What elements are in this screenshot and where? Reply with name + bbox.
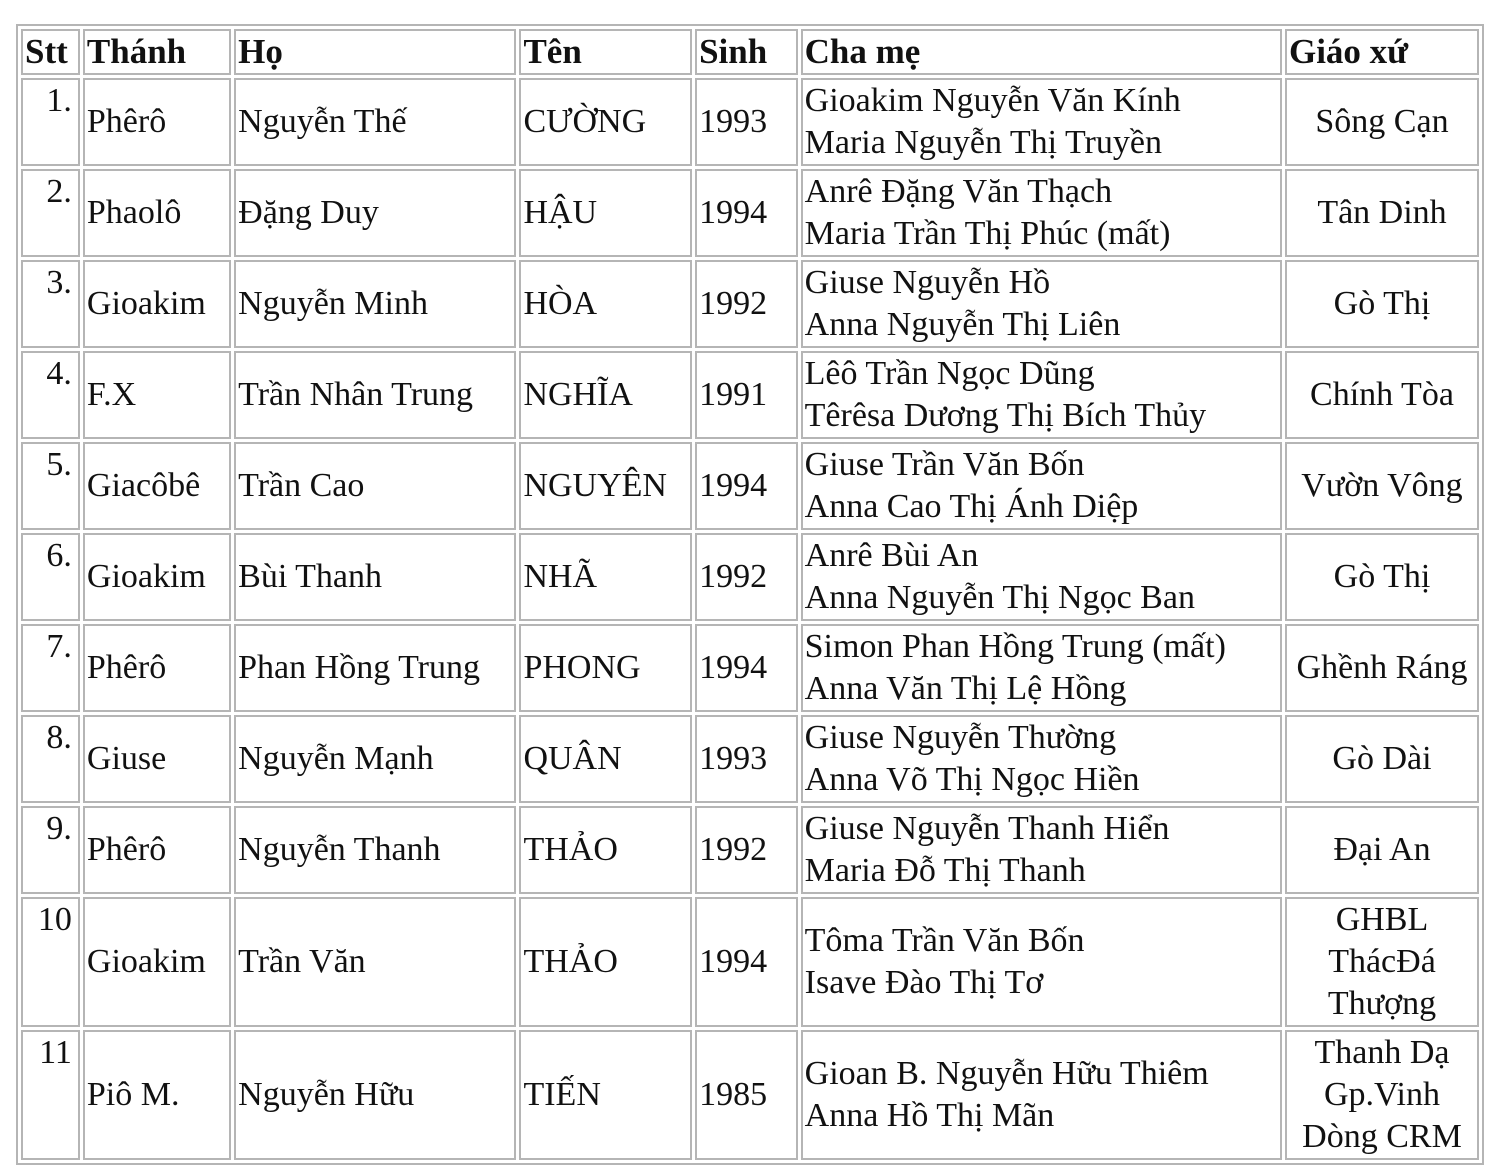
cell-family-name: Nguyễn Mạnh <box>234 715 516 803</box>
cell-birth-year: 1994 <box>695 624 798 712</box>
table-row <box>21 351 1479 439</box>
parish-line: ThácĐá <box>1328 943 1436 980</box>
cell-birth-year: 1994 <box>695 169 798 257</box>
father-name: Gioakim Nguyễn Văn Kính <box>804 82 1181 119</box>
mother-name: Anna Nguyễn Thị Ngọc Ban <box>804 579 1195 616</box>
table-row <box>21 78 1479 166</box>
cell-given-name: HẬU <box>519 169 692 257</box>
table-body <box>21 78 1479 1160</box>
father-name: Gioan B. Nguyễn Hữu Thiêm <box>804 1055 1209 1092</box>
parish-line: Gò Thị <box>1333 285 1431 322</box>
header-family-name: Họ <box>234 29 516 75</box>
header-given-name: Tên <box>519 29 692 75</box>
cell-family-name: Trần Cao <box>234 442 516 530</box>
mother-name: Anna Cao Thị Ánh Diệp <box>804 488 1139 525</box>
parish-line: Thanh Dạ <box>1314 1034 1450 1071</box>
table-row <box>21 169 1479 257</box>
cell-birth-year: 1994 <box>695 442 798 530</box>
mother-name: Isave Đào Thị Tơ <box>804 964 1044 1001</box>
father-name: Anrê Đặng Văn Thạch <box>804 173 1113 210</box>
cell-parents <box>801 442 1282 530</box>
parish-line: GHBL <box>1335 901 1429 938</box>
parish-line: Gò Thị <box>1333 558 1431 595</box>
mother-name: Maria Nguyễn Thị Truyền <box>804 124 1162 161</box>
cell-given-name: NGUYÊN <box>519 442 692 530</box>
mother-name: Maria Trần Thị Phúc (mất) <box>804 215 1171 252</box>
cell-stt: 5. <box>21 442 80 530</box>
cell-parish <box>1285 1030 1479 1160</box>
cell-birth-year: 1993 <box>695 78 798 166</box>
cell-parents <box>801 624 1282 712</box>
cell-saint-name: Giacôbê <box>83 442 231 530</box>
cell-parents <box>801 351 1282 439</box>
cell-parish <box>1285 351 1479 439</box>
father-name: Giuse Nguyễn Thường <box>804 719 1117 756</box>
table-row <box>21 897 1479 1027</box>
cell-saint-name: Piô M. <box>83 1030 231 1160</box>
cell-parish <box>1285 897 1479 1027</box>
cell-parents <box>801 1030 1282 1160</box>
cell-given-name: THẢO <box>519 806 692 894</box>
table-row <box>21 442 1479 530</box>
table-row <box>21 806 1479 894</box>
cell-stt: 10 <box>21 897 80 1027</box>
parish-line: Sông Cạn <box>1315 103 1449 140</box>
cell-saint-name: Gioakim <box>83 260 231 348</box>
cell-saint-name: Gioakim <box>83 897 231 1027</box>
cell-stt: 11 <box>21 1030 80 1160</box>
table-row <box>21 1030 1479 1160</box>
mother-name: Anna Văn Thị Lệ Hồng <box>804 670 1127 707</box>
parish-line: Ghềnh Ráng <box>1296 649 1468 686</box>
cell-parish <box>1285 533 1479 621</box>
cell-saint-name: Gioakim <box>83 533 231 621</box>
cell-parish <box>1285 442 1479 530</box>
seminarian-roster-table <box>16 24 1484 1165</box>
father-name: Giuse Trần Văn Bốn <box>804 446 1085 483</box>
cell-parish <box>1285 624 1479 712</box>
cell-stt: 1. <box>21 78 80 166</box>
cell-family-name: Nguyễn Thế <box>234 78 516 166</box>
cell-family-name: Nguyễn Thanh <box>234 806 516 894</box>
cell-saint-name: Phêrô <box>83 806 231 894</box>
cell-birth-year: 1991 <box>695 351 798 439</box>
cell-given-name: QUÂN <box>519 715 692 803</box>
cell-parish <box>1285 260 1479 348</box>
parish-line: Chính Tòa <box>1310 376 1454 413</box>
mother-name: Têrêsa Dương Thị Bích Thủy <box>804 397 1207 434</box>
table-row <box>21 624 1479 712</box>
cell-parents <box>801 169 1282 257</box>
header-parish: Giáo xứ <box>1285 29 1479 75</box>
parish-line: Gp.Vinh <box>1323 1076 1440 1113</box>
cell-given-name: NGHĨA <box>519 351 692 439</box>
table-row <box>21 715 1479 803</box>
cell-stt: 2. <box>21 169 80 257</box>
cell-stt: 9. <box>21 806 80 894</box>
cell-given-name: CƯỜNG <box>519 78 692 166</box>
cell-stt: 3. <box>21 260 80 348</box>
cell-birth-year: 1994 <box>695 897 798 1027</box>
cell-birth-year: 1992 <box>695 260 798 348</box>
cell-stt: 6. <box>21 533 80 621</box>
mother-name: Anna Nguyễn Thị Liên <box>804 306 1121 343</box>
cell-stt: 8. <box>21 715 80 803</box>
mother-name: Anna Hồ Thị Mãn <box>804 1097 1055 1134</box>
cell-parents <box>801 78 1282 166</box>
cell-family-name: Trần Nhân Trung <box>234 351 516 439</box>
cell-family-name: Bùi Thanh <box>234 533 516 621</box>
cell-given-name: TIẾN <box>519 1030 692 1160</box>
cell-given-name: THẢO <box>519 897 692 1027</box>
father-name: Lêô Trần Ngọc Dũng <box>804 355 1095 392</box>
cell-saint-name: Phêrô <box>83 624 231 712</box>
cell-parents <box>801 260 1282 348</box>
father-name: Giuse Nguyễn Thanh Hiển <box>804 810 1170 847</box>
parish-line: Gò Dài <box>1332 740 1432 777</box>
mother-name: Anna Võ Thị Ngọc Hiền <box>804 761 1140 798</box>
cell-given-name: HÒA <box>519 260 692 348</box>
father-name: Anrê Bùi An <box>804 537 979 574</box>
cell-parents <box>801 897 1282 1027</box>
parish-line: Đại An <box>1333 831 1431 868</box>
cell-stt: 7. <box>21 624 80 712</box>
cell-parents <box>801 533 1282 621</box>
cell-saint-name: Phaolô <box>83 169 231 257</box>
cell-parish <box>1285 715 1479 803</box>
cell-family-name: Nguyễn Hữu <box>234 1030 516 1160</box>
table-header <box>21 29 1479 75</box>
cell-saint-name: F.X <box>83 351 231 439</box>
mother-name: Maria Đỗ Thị Thanh <box>804 852 1086 889</box>
parish-line: Thượng <box>1327 985 1437 1022</box>
parish-line: Dòng CRM <box>1302 1118 1462 1155</box>
table-row <box>21 260 1479 348</box>
cell-birth-year: 1985 <box>695 1030 798 1160</box>
parish-line: Tân Dinh <box>1317 194 1447 231</box>
cell-saint-name: Giuse <box>83 715 231 803</box>
parish-line: Vườn Vông <box>1301 467 1463 504</box>
table-row <box>21 533 1479 621</box>
cell-birth-year: 1993 <box>695 715 798 803</box>
cell-family-name: Trần Văn <box>234 897 516 1027</box>
cell-given-name: NHÃ <box>519 533 692 621</box>
cell-parish <box>1285 169 1479 257</box>
header-birth-year: Sinh <box>695 29 798 75</box>
cell-stt: 4. <box>21 351 80 439</box>
father-name: Tôma Trần Văn Bốn <box>804 922 1085 959</box>
cell-parish <box>1285 78 1479 166</box>
cell-parents <box>801 715 1282 803</box>
cell-family-name: Đặng Duy <box>234 169 516 257</box>
header-stt: Stt <box>21 29 80 75</box>
header-saint-name: Thánh <box>83 29 231 75</box>
cell-family-name: Phan Hồng Trung <box>234 624 516 712</box>
cell-saint-name: Phêrô <box>83 78 231 166</box>
cell-birth-year: 1992 <box>695 806 798 894</box>
cell-given-name: PHONG <box>519 624 692 712</box>
cell-parish <box>1285 806 1479 894</box>
cell-family-name: Nguyễn Minh <box>234 260 516 348</box>
header-parents: Cha mẹ <box>801 29 1282 75</box>
cell-parents <box>801 806 1282 894</box>
header-row <box>21 29 1479 75</box>
cell-birth-year: 1992 <box>695 533 798 621</box>
father-name: Giuse Nguyễn Hồ <box>804 264 1051 301</box>
father-name: Simon Phan Hồng Trung (mất) <box>804 628 1226 665</box>
